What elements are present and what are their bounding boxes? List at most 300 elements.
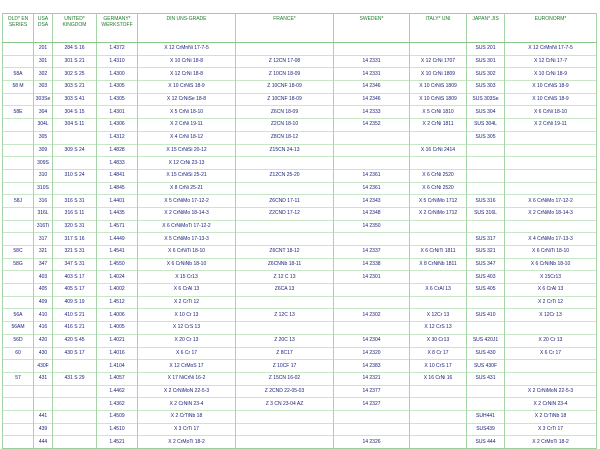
cell-italy bbox=[410, 157, 467, 170]
cell-france: Z2CN 18-10 bbox=[236, 119, 334, 132]
table-row bbox=[3, 360, 597, 373]
cell-united-kingdom: 301 S 21 bbox=[53, 55, 97, 68]
cell-old-en-series: 56D bbox=[3, 334, 34, 347]
cell-old-en-series: 56A bbox=[3, 309, 34, 322]
cell-france: Z 10CNF 18-09 bbox=[236, 81, 334, 94]
cell-usa: 405 bbox=[34, 284, 53, 297]
cell-germany: 1.4006 bbox=[97, 309, 138, 322]
cell-din: X 12 CrNi 23-13 bbox=[138, 157, 236, 170]
cell-old-en-series bbox=[3, 271, 34, 284]
cell-old-en-series bbox=[3, 284, 34, 297]
cell-euronorm bbox=[505, 322, 597, 335]
cell-japan: SUS 317 bbox=[467, 233, 505, 246]
table-row bbox=[3, 68, 597, 81]
cell-germany: 1.4300 bbox=[97, 68, 138, 81]
cell-france: Z8CN 18-12 bbox=[236, 131, 334, 144]
cell-usa: 316L bbox=[34, 207, 53, 220]
grade-comparison-sheet bbox=[2, 13, 596, 445]
cell-euronorm: X 6 CrNiTi 18-10 bbox=[505, 246, 597, 259]
cell-italy: X 6 CrAl 13 bbox=[410, 284, 467, 297]
cell-sweden: 14 2327 bbox=[334, 398, 410, 411]
cell-united-kingdom bbox=[53, 410, 97, 423]
cell-euronorm: X 15Cr13 bbox=[505, 271, 597, 284]
cell-italy: X 12 CrS 13 bbox=[410, 322, 467, 335]
cell-japan: SUH441 bbox=[467, 410, 505, 423]
cell-sweden bbox=[334, 423, 410, 436]
cell-italy: X 16 CrNi 16 bbox=[410, 372, 467, 385]
cell-euronorm: X 2 CrTi 12 bbox=[505, 296, 597, 309]
cell-france: Z 20C 13 bbox=[236, 334, 334, 347]
cell-france: Z6CN 18-09 bbox=[236, 106, 334, 119]
table-row bbox=[3, 284, 597, 297]
table-row bbox=[3, 410, 597, 423]
cell-germany: 1.4845 bbox=[97, 182, 138, 195]
cell-germany: 1.4021 bbox=[97, 334, 138, 347]
cell-euronorm: X 10 CrNi 18-9 bbox=[505, 68, 597, 81]
cell-united-kingdom: 304 S 15 bbox=[53, 106, 97, 119]
table-body bbox=[3, 43, 597, 449]
cell-old-en-series bbox=[3, 207, 34, 220]
cell-usa: 301 bbox=[34, 55, 53, 68]
cell-france bbox=[236, 423, 334, 436]
cell-din: X 5 CrNi 18-10 bbox=[138, 106, 236, 119]
cell-italy: X 10 CrNiS 1809 bbox=[410, 93, 467, 106]
cell-euronorm bbox=[505, 360, 597, 373]
cell-united-kingdom: 317 S 16 bbox=[53, 233, 97, 246]
cell-italy bbox=[410, 296, 467, 309]
cell-euronorm: X 20 Cr 13 bbox=[505, 334, 597, 347]
cell-united-kingdom bbox=[53, 157, 97, 170]
cell-france: Z 10CNF 18-09 bbox=[236, 93, 334, 106]
cell-france: Z12CN 25-20 bbox=[236, 169, 334, 182]
cell-france: Z 15CN 16-02 bbox=[236, 372, 334, 385]
header-italy: ITALY* UNI bbox=[410, 14, 467, 43]
cell-euronorm: X 2 CrNi 19-11 bbox=[505, 119, 597, 132]
table-row bbox=[3, 81, 597, 94]
cell-united-kingdom: 316 S 11 bbox=[53, 207, 97, 220]
cell-old-en-series: 56AM bbox=[3, 322, 34, 335]
cell-italy: X 6 CrNiTi 1811 bbox=[410, 246, 467, 259]
cell-united-kingdom bbox=[53, 385, 97, 398]
cell-sweden bbox=[334, 296, 410, 309]
cell-sweden: 14 2326 bbox=[334, 436, 410, 449]
cell-italy: X 8 Cr 17 bbox=[410, 347, 467, 360]
cell-din: X 2 CrNi 19-11 bbox=[138, 119, 236, 132]
cell-euronorm bbox=[505, 220, 597, 233]
cell-euronorm bbox=[505, 372, 597, 385]
table-row bbox=[3, 385, 597, 398]
cell-euronorm: X 12 CrMnNi 17-7-5 bbox=[505, 43, 597, 56]
cell-germany: 1.4462 bbox=[97, 385, 138, 398]
cell-japan bbox=[467, 169, 505, 182]
cell-france: Z6CND 17-11 bbox=[236, 195, 334, 208]
cell-united-kingdom: 405 S 17 bbox=[53, 284, 97, 297]
cell-japan: SUS 430 bbox=[467, 347, 505, 360]
cell-din: X 2 CrNiMoN 22-5-3 bbox=[138, 385, 236, 398]
cell-din: X 6 CrNiNb 18-10 bbox=[138, 258, 236, 271]
cell-euronorm: X 6 CrNiMo 17-12-2 bbox=[505, 195, 597, 208]
cell-old-en-series bbox=[3, 157, 34, 170]
cell-sweden: 14 2361 bbox=[334, 169, 410, 182]
cell-din: X 3 CrTi 17 bbox=[138, 423, 236, 436]
cell-germany: 1.4305 bbox=[97, 93, 138, 106]
cell-usa: 420 bbox=[34, 334, 53, 347]
cell-usa: 403 bbox=[34, 271, 53, 284]
table-row bbox=[3, 233, 597, 246]
table-row bbox=[3, 169, 597, 182]
cell-old-en-series bbox=[3, 423, 34, 436]
cell-usa: 302 bbox=[34, 68, 53, 81]
cell-united-kingdom bbox=[53, 131, 97, 144]
cell-din: X 6 CrNiTi 18-10 bbox=[138, 246, 236, 259]
cell-old-en-series bbox=[3, 144, 34, 157]
cell-euronorm: X 10 CrNiS 18-9 bbox=[505, 93, 597, 106]
cell-sweden: 14 2348 bbox=[334, 207, 410, 220]
header-france: FRANCE* bbox=[236, 14, 334, 43]
cell-old-en-series bbox=[3, 131, 34, 144]
cell-germany: 1.4833 bbox=[97, 157, 138, 170]
cell-france: Z 8C17 bbox=[236, 347, 334, 360]
cell-usa: 310 bbox=[34, 169, 53, 182]
cell-usa: 430F bbox=[34, 360, 53, 373]
cell-italy: X 2 CrNiMo 1712 bbox=[410, 207, 467, 220]
cell-united-kingdom bbox=[53, 436, 97, 449]
cell-din: X 4 CrNi 18-12 bbox=[138, 131, 236, 144]
cell-euronorm: X 6 CrAl 13 bbox=[505, 284, 597, 297]
table-row bbox=[3, 207, 597, 220]
cell-germany: 1.4401 bbox=[97, 195, 138, 208]
cell-euronorm: X 10 CrNiS 18-9 bbox=[505, 81, 597, 94]
cell-germany: 1.4828 bbox=[97, 144, 138, 157]
header-germany: GERMANY* WERKSTOFF bbox=[97, 14, 138, 43]
cell-euronorm: X 4 CrNiMo 17-13-3 bbox=[505, 233, 597, 246]
cell-old-en-series bbox=[3, 93, 34, 106]
cell-france: Z 12CN 17-08 bbox=[236, 55, 334, 68]
cell-germany: 1.4057 bbox=[97, 372, 138, 385]
cell-old-en-series bbox=[3, 220, 34, 233]
table-row bbox=[3, 182, 597, 195]
cell-france: Z6CA 13 bbox=[236, 284, 334, 297]
table-row bbox=[3, 296, 597, 309]
cell-france: Z6CNT 18-12 bbox=[236, 246, 334, 259]
table-row bbox=[3, 423, 597, 436]
cell-united-kingdom bbox=[53, 182, 97, 195]
cell-japan bbox=[467, 296, 505, 309]
table-row bbox=[3, 119, 597, 132]
cell-united-kingdom: 410 S 21 bbox=[53, 309, 97, 322]
cell-united-kingdom: 403 S 17 bbox=[53, 271, 97, 284]
cell-united-kingdom: 420 S 45 bbox=[53, 334, 97, 347]
cell-euronorm: X 6 CrNiNb 18-10 bbox=[505, 258, 597, 271]
cell-france bbox=[236, 220, 334, 233]
cell-united-kingdom: 320 S 31 bbox=[53, 220, 97, 233]
table-row bbox=[3, 55, 597, 68]
cell-sweden: 14 2331 bbox=[334, 68, 410, 81]
cell-france bbox=[236, 410, 334, 423]
cell-united-kingdom: 416 S 21 bbox=[53, 322, 97, 335]
cell-sweden: 14 2352 bbox=[334, 119, 410, 132]
cell-usa: 409 bbox=[34, 296, 53, 309]
cell-united-kingdom: 409 S 19 bbox=[53, 296, 97, 309]
cell-germany: 1.4016 bbox=[97, 347, 138, 360]
cell-sweden bbox=[334, 43, 410, 56]
cell-united-kingdom: 309 S 24 bbox=[53, 144, 97, 157]
cell-united-kingdom bbox=[53, 360, 97, 373]
cell-din: X 15 CrNiSi 25-21 bbox=[138, 169, 236, 182]
cell-germany: 1.4449 bbox=[97, 233, 138, 246]
cell-italy: X 8 CrNiNb 1811 bbox=[410, 258, 467, 271]
cell-euronorm: X 2 CrNiMoN 22-5-3 bbox=[505, 385, 597, 398]
cell-france bbox=[236, 233, 334, 246]
cell-old-en-series: 58C bbox=[3, 246, 34, 259]
cell-japan bbox=[467, 322, 505, 335]
cell-japan: SUS 201 bbox=[467, 43, 505, 56]
cell-france: Z6CNNb 18-11 bbox=[236, 258, 334, 271]
cell-france bbox=[236, 322, 334, 335]
cell-sweden bbox=[334, 410, 410, 423]
cell-euronorm bbox=[505, 182, 597, 195]
cell-din: X 20 Cr 13 bbox=[138, 334, 236, 347]
cell-din: X 2 CrMoTi 18-2 bbox=[138, 436, 236, 449]
cell-euronorm: X 2 CrTiNb 18 bbox=[505, 410, 597, 423]
cell-japan bbox=[467, 157, 505, 170]
cell-germany: 1.4306 bbox=[97, 119, 138, 132]
cell-italy bbox=[410, 233, 467, 246]
cell-din: X 8 CrNi 25-21 bbox=[138, 182, 236, 195]
cell-din: X 2 CrTi 12 bbox=[138, 296, 236, 309]
cell-japan: SUS 420J1 bbox=[467, 334, 505, 347]
cell-din: X 12 CrMnNi 17-7-5 bbox=[138, 43, 236, 56]
cell-italy: X 6 CrNi 2520 bbox=[410, 182, 467, 195]
table-row bbox=[3, 271, 597, 284]
cell-usa: 441 bbox=[34, 410, 53, 423]
cell-sweden: 14 2304 bbox=[334, 334, 410, 347]
header-euronorm: EURONORM* bbox=[505, 14, 597, 43]
cell-usa: 305 bbox=[34, 131, 53, 144]
cell-germany: 1.4305 bbox=[97, 81, 138, 94]
cell-france bbox=[236, 296, 334, 309]
cell-united-kingdom: 431 S 29 bbox=[53, 372, 97, 385]
cell-sweden bbox=[334, 144, 410, 157]
table-row bbox=[3, 322, 597, 335]
cell-din: X 10 CrNi 18-8 bbox=[138, 55, 236, 68]
cell-united-kingdom: 303 S 21 bbox=[53, 81, 97, 94]
cell-sweden: 14 2337 bbox=[334, 246, 410, 259]
cell-germany: 1.4301 bbox=[97, 106, 138, 119]
cell-euronorm bbox=[505, 144, 597, 157]
cell-italy: X 12Cr 13 bbox=[410, 309, 467, 322]
cell-japan: SUS 444 bbox=[467, 436, 505, 449]
cell-japan: SUS 410 bbox=[467, 309, 505, 322]
cell-italy: X 12 CrNi 1707 bbox=[410, 55, 467, 68]
cell-germany: 1.4571 bbox=[97, 220, 138, 233]
cell-germany: 1.4104 bbox=[97, 360, 138, 373]
cell-sweden: 14 2320 bbox=[334, 347, 410, 360]
cell-japan: SUS 305 bbox=[467, 131, 505, 144]
cell-usa: 304 bbox=[34, 106, 53, 119]
cell-old-en-series: 58G bbox=[3, 258, 34, 271]
cell-united-kingdom: 302 S 25 bbox=[53, 68, 97, 81]
cell-euronorm: X 6 CrNi 18-10 bbox=[505, 106, 597, 119]
cell-germany: 1.4841 bbox=[97, 169, 138, 182]
cell-sweden: 14 2361 bbox=[334, 182, 410, 195]
header-sweden: SWEDEN* bbox=[334, 14, 410, 43]
cell-japan: SUS 405 bbox=[467, 284, 505, 297]
cell-old-en-series bbox=[3, 169, 34, 182]
cell-italy bbox=[410, 423, 467, 436]
cell-old-en-series bbox=[3, 410, 34, 423]
cell-old-en-series: 58E bbox=[3, 106, 34, 119]
cell-old-en-series bbox=[3, 436, 34, 449]
cell-usa: 303Se bbox=[34, 93, 53, 106]
cell-sweden: 14 2377 bbox=[334, 385, 410, 398]
cell-japan: SUS439 bbox=[467, 423, 505, 436]
cell-france: Z15CN 24-13 bbox=[236, 144, 334, 157]
cell-japan: SUS 302 bbox=[467, 68, 505, 81]
cell-italy: X 30 Cr13 bbox=[410, 334, 467, 347]
cell-euronorm: X 6 Cr 17 bbox=[505, 347, 597, 360]
cell-united-kingdom: 430 S 17 bbox=[53, 347, 97, 360]
cell-din: X 17 NiCrNi 16-2 bbox=[138, 372, 236, 385]
cell-sweden: 14 2346 bbox=[334, 81, 410, 94]
cell-sweden bbox=[334, 322, 410, 335]
cell-sweden bbox=[334, 157, 410, 170]
table-row bbox=[3, 106, 597, 119]
cell-din: X 6 Cr 17 bbox=[138, 347, 236, 360]
cell-old-en-series bbox=[3, 43, 34, 56]
cell-france: Z 12C 13 bbox=[236, 309, 334, 322]
cell-sweden bbox=[334, 233, 410, 246]
cell-sweden: 14 2346 bbox=[334, 93, 410, 106]
cell-japan: SUS 301 bbox=[467, 55, 505, 68]
cell-japan bbox=[467, 182, 505, 195]
cell-usa: 309S bbox=[34, 157, 53, 170]
cell-italy: X 2 CrNi 1811 bbox=[410, 119, 467, 132]
cell-old-en-series bbox=[3, 182, 34, 195]
cell-usa: 310S bbox=[34, 182, 53, 195]
cell-italy bbox=[410, 385, 467, 398]
table-row bbox=[3, 309, 597, 322]
cell-germany: 1.4521 bbox=[97, 436, 138, 449]
cell-france bbox=[236, 436, 334, 449]
cell-old-en-series bbox=[3, 360, 34, 373]
cell-euronorm: X 12 CrNi 17-7 bbox=[505, 55, 597, 68]
cell-old-en-series: 60 bbox=[3, 347, 34, 360]
cell-usa: 303 bbox=[34, 81, 53, 94]
cell-usa: 431 bbox=[34, 372, 53, 385]
table-row bbox=[3, 144, 597, 157]
cell-united-kingdom: 310 S 24 bbox=[53, 169, 97, 182]
table-row bbox=[3, 93, 597, 106]
cell-sweden: 14 2333 bbox=[334, 106, 410, 119]
cell-united-kingdom: 347 S 31 bbox=[53, 258, 97, 271]
cell-japan: SUS 403 bbox=[467, 271, 505, 284]
cell-usa: 347 bbox=[34, 258, 53, 271]
cell-usa: 321 bbox=[34, 246, 53, 259]
cell-germany: 1.4512 bbox=[97, 296, 138, 309]
cell-germany: 1.4372 bbox=[97, 43, 138, 56]
cell-italy: X 5 CrNiMo 1712 bbox=[410, 195, 467, 208]
cell-united-kingdom: 304 S 11 bbox=[53, 119, 97, 132]
cell-din: X 6 CrAl 13 bbox=[138, 284, 236, 297]
cell-usa bbox=[34, 385, 53, 398]
header-usa: USA DSA bbox=[34, 14, 53, 43]
cell-sweden: 14 2302 bbox=[334, 309, 410, 322]
cell-din: X 2 CrTiNb 18 bbox=[138, 410, 236, 423]
cell-old-en-series bbox=[3, 233, 34, 246]
cell-usa: 416 bbox=[34, 322, 53, 335]
cell-din: X 15 CrNiSi 20-12 bbox=[138, 144, 236, 157]
cell-japan bbox=[467, 220, 505, 233]
cell-sweden bbox=[334, 131, 410, 144]
cell-euronorm bbox=[505, 169, 597, 182]
cell-old-en-series: 58A bbox=[3, 68, 34, 81]
cell-sweden: 14 2338 bbox=[334, 258, 410, 271]
cell-france bbox=[236, 43, 334, 56]
cell-old-en-series bbox=[3, 119, 34, 132]
cell-japan: SUS 321 bbox=[467, 246, 505, 259]
cell-germany: 1.4362 bbox=[97, 398, 138, 411]
cell-france bbox=[236, 157, 334, 170]
table-row bbox=[3, 220, 597, 233]
cell-united-kingdom: 321 S 31 bbox=[53, 246, 97, 259]
cell-italy: X 16 CrNi 2414 bbox=[410, 144, 467, 157]
cell-japan: SUS 430F bbox=[467, 360, 505, 373]
cell-united-kingdom: 316 S 31 bbox=[53, 195, 97, 208]
cell-italy: X 10 CrS 17 bbox=[410, 360, 467, 373]
cell-usa: 430 bbox=[34, 347, 53, 360]
cell-usa: 439 bbox=[34, 423, 53, 436]
table-row bbox=[3, 436, 597, 449]
cell-usa: 410 bbox=[34, 309, 53, 322]
cell-united-kingdom bbox=[53, 423, 97, 436]
cell-germany: 1.4510 bbox=[97, 423, 138, 436]
cell-din: X 5 CrNiMo 17-12-2 bbox=[138, 195, 236, 208]
table-row bbox=[3, 131, 597, 144]
header-old-en-series: OLD* EN SERIES bbox=[3, 14, 34, 43]
cell-italy bbox=[410, 131, 467, 144]
cell-italy: X 10 CrNi 1809 bbox=[410, 68, 467, 81]
cell-italy: X 6 CrNi 2520 bbox=[410, 169, 467, 182]
cell-usa: 316 bbox=[34, 195, 53, 208]
cell-euronorm: X 2 CrNiMo 18-14-3 bbox=[505, 207, 597, 220]
cell-euronorm bbox=[505, 131, 597, 144]
cell-usa: 317 bbox=[34, 233, 53, 246]
cell-old-en-series: 57 bbox=[3, 372, 34, 385]
cell-italy: X 5 CrNi 1810 bbox=[410, 106, 467, 119]
cell-sweden: 14 2331 bbox=[334, 55, 410, 68]
cell-germany: 1.4435 bbox=[97, 207, 138, 220]
cell-usa: 201 bbox=[34, 43, 53, 56]
cell-germany: 1.4312 bbox=[97, 131, 138, 144]
cell-japan: SUS 316 bbox=[467, 195, 505, 208]
cell-japan bbox=[467, 385, 505, 398]
cell-italy bbox=[410, 436, 467, 449]
cell-sweden bbox=[334, 284, 410, 297]
cell-france: Z 3 CN 23-04 AZ bbox=[236, 398, 334, 411]
cell-din: X 6 CrNiMoTi 17-12-2 bbox=[138, 220, 236, 233]
cell-italy bbox=[410, 43, 467, 56]
cell-germany: 1.4541 bbox=[97, 246, 138, 259]
table-row bbox=[3, 347, 597, 360]
cell-italy bbox=[410, 220, 467, 233]
cell-sweden: 14 2343 bbox=[334, 195, 410, 208]
cell-italy: X 10 CrNiS 1809 bbox=[410, 81, 467, 94]
header-united-kingdom: UNITED* KINGDOM bbox=[53, 14, 97, 43]
cell-japan: SUS 431 bbox=[467, 372, 505, 385]
cell-japan: SUS 304L bbox=[467, 119, 505, 132]
cell-euronorm: X 2 CrNiN 23-4 bbox=[505, 398, 597, 411]
